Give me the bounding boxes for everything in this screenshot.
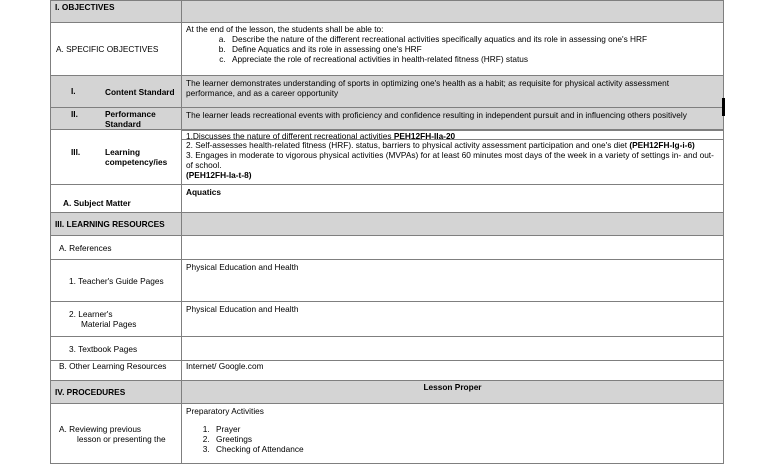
resources-heading: III. LEARNING RESOURCES: [51, 213, 182, 236]
objectives-list: [186, 34, 719, 64]
competency-label: [51, 130, 182, 185]
competency-line-3-code: (PEH12FH-Ia-t-8): [186, 170, 252, 180]
preparatory-title: Preparatory Activities: [186, 406, 264, 416]
preparatory-item: 2. Greetings: [212, 434, 719, 444]
preparatory-item: 3. Checking of Attendance: [212, 444, 719, 454]
learners-material-label: [51, 302, 182, 337]
content-standard-num: I.: [71, 86, 76, 97]
subject-matter-value: Aquatics: [182, 185, 724, 213]
performance-standard-text: The learner leads recreational events with proficiency and confidence resulting in independent pursuit and in influencing others positively: [182, 108, 724, 130]
preparatory-list: [186, 424, 719, 454]
learners-material-label-line-1: 2. Learner's: [69, 309, 113, 319]
specific-objectives-label: A. SPECIFIC OBJECTIVES: [51, 23, 182, 76]
objectives-intro: At the end of the lesson, the students shall be able to:: [186, 24, 384, 34]
preparatory-item: 1. Prayer: [212, 424, 719, 434]
resources-heading-blank: [182, 213, 724, 236]
references-blank: [182, 236, 724, 260]
subject-matter-label: A. Subject Matter: [51, 185, 182, 213]
lesson-proper-heading: Lesson Proper: [182, 381, 724, 404]
competency-line-1-code: PEH12FH-IIa-20: [393, 131, 456, 141]
objectives-heading: I. OBJECTIVES: [51, 1, 182, 23]
content-standard-text: The learner demonstrates understanding of sports in optimizing one's health as a habit; as requisite for physical activity assessment performance, and as a career opportunity: [182, 76, 724, 108]
competency-content: [182, 130, 724, 185]
competency-line-1-text: 1.Discusses the nature of different recreational activities: [186, 131, 394, 141]
competency-line-1: [182, 130, 723, 140]
specific-objectives-content: [182, 23, 724, 76]
competency-num: III.: [71, 147, 81, 157]
other-resources-value: Internet/ Google.com: [182, 361, 724, 381]
competency-line-3: 3. Engages in moderate to vigorous physical activities (MVPAs) for at least 60 minutes most days of the week in a variety of settings in- and out-of school.: [186, 150, 714, 170]
references-label: A. References: [51, 236, 182, 260]
competency-line-2-text: 2. Self-assesses health-related fitness (HRF). status, barriers to physical activity assessment participation and one's diet: [186, 140, 630, 150]
competency-title: Learning competency/ies: [105, 147, 168, 167]
content-standard-title: Content Standard: [105, 86, 175, 97]
textbook-label: 3. Textbook Pages: [51, 337, 182, 361]
teachers-guide-value: Physical Education and Health: [182, 260, 724, 302]
reviewing-label-line-2: lesson or presenting the: [77, 434, 166, 444]
procedures-heading: IV. PROCEDURES: [51, 381, 182, 404]
performance-standard-label: [51, 108, 182, 130]
objective-item: c. Appreciate the role of recreational activities in health-related fitness (HRF) status: [228, 54, 719, 64]
performance-standard-num: II.: [71, 108, 78, 119]
reviewing-label-line-1: A. Reviewing previous: [59, 424, 142, 434]
textbook-blank: [182, 337, 724, 361]
objectives-heading-blank: [182, 1, 724, 23]
preparatory-content: [182, 404, 724, 464]
teachers-guide-label: 1. Teacher's Guide Pages: [51, 260, 182, 302]
reviewing-label: [51, 404, 182, 464]
margin-bar: [722, 98, 725, 116]
lesson-plan-table: [50, 0, 724, 464]
competency-line-2-code: (PEH12FH-Ig-i-6): [629, 140, 695, 150]
objective-item: b. Define Aquatics and its role in assessing one's HRF: [228, 44, 719, 54]
learners-material-value: Physical Education and Health: [182, 302, 724, 337]
performance-standard-title: Performance Standard: [105, 108, 156, 129]
objective-item: a. Describe the nature of the different recreational activities specifically aquatics and its role in assessing one's HRF: [228, 34, 719, 44]
competency-line-2: [186, 140, 719, 150]
content-standard-label: [51, 76, 182, 108]
other-resources-label: B. Other Learning Resources: [51, 361, 182, 381]
learners-material-label-line-2: Material Pages: [81, 319, 137, 329]
